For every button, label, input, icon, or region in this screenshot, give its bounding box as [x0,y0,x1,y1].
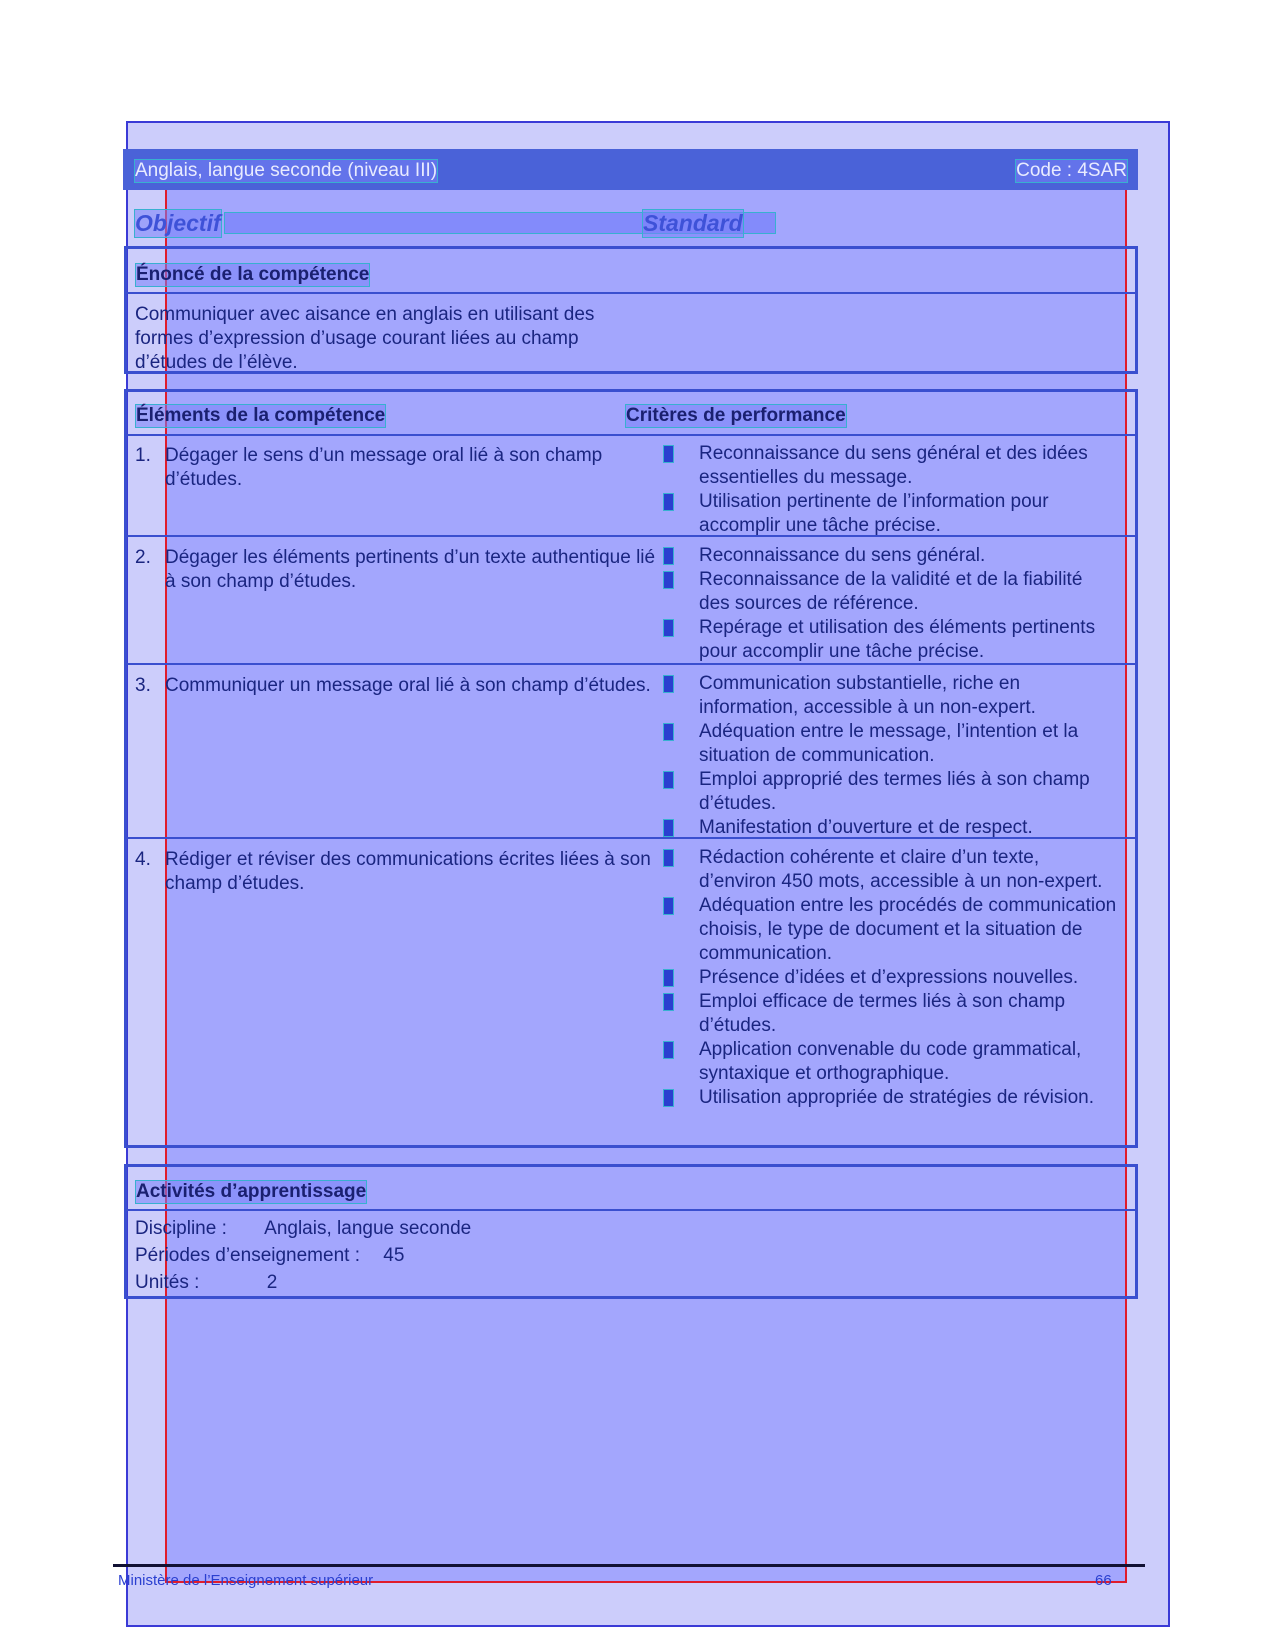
bullet-icon [663,771,674,789]
bullet-icon [663,619,674,637]
bullet-icon [663,969,674,987]
periodes-value: 45 [383,1245,405,1266]
element-text: Dégager le sens d’un message oral lié à son champ d’études. [165,445,603,490]
criteria-list-2 [663,544,1118,664]
enonce-box [124,246,1138,374]
objectif-heading: Objectif [135,210,221,236]
criterion-item: Emploi approprié des termes liés à son champ d’études. [663,768,1118,816]
discipline-label: Discipline : [135,1218,227,1239]
footer-rule [113,1564,1145,1567]
criterion-item: Présence d’idées et d’expressions nouvelles. [663,966,1118,990]
bullet-icon [663,445,674,463]
criteria-list-3 [663,672,1118,840]
element-text: Dégager les éléments pertinents d’un texte authentique lié à son champ d’études. [165,547,656,592]
element-number: 3. [135,675,151,696]
bullet-icon [663,493,674,511]
unites-line [135,1272,277,1294]
bullet-icon [663,675,674,693]
row-separator [127,535,1135,537]
criterion-item: Adéquation entre les procédés de communication choisis, le type de document et la situation de communication. [663,894,1118,966]
bullet-icon [663,897,674,915]
activites-box [124,1164,1138,1299]
discipline-line [135,1218,471,1240]
criterion-item: Communication substantielle, riche en information, accessible à un non-expert. [663,672,1118,720]
element-number: 2. [135,547,151,568]
objective-standard-heading [134,209,1134,237]
element-text: Communiquer un message oral lié à son champ d’études. [165,675,651,696]
bullet-icon [663,547,674,565]
bullet-icon [663,1089,674,1107]
enonce-text: Communiquer avec aisance en anglais en utilisant des formes d’expression d’usage courant liées au champ d’études de l’élève. [135,304,595,373]
criterion-item: Reconnaissance de la validité et de la fiabilité des sources de référence. [663,568,1118,616]
criterion-item: Reconnaissance du sens général et des idées essentielles du message. [663,442,1118,490]
row-separator [127,663,1135,665]
periodes-label: Périodes d’enseignement : [135,1245,360,1266]
enonce-title: Énoncé de la compétence [136,264,370,285]
criterion-item: Rédaction cohérente et claire d’un texte, d’environ 450 mots, accessible à un non-expert. [663,846,1118,894]
row-separator [127,837,1135,839]
criteria-list-4 [663,846,1118,1110]
unites-value: 2 [266,1272,278,1293]
bullet-icon [663,1041,674,1059]
bullet-icon [663,571,674,589]
element-number: 1. [135,445,151,466]
criterion-item: Reconnaissance du sens général. [663,544,1118,568]
elements-criteria-box [124,389,1138,1148]
criterion-item: Repérage et utilisation des éléments pertinents pour accomplir une tâche précise. [663,616,1118,664]
footer-ministry: Ministère de l’Enseignement supérieur [118,1572,374,1589]
bullet-icon [663,993,674,1011]
criterion-item: Emploi efficace de termes liés à son champ d’études. [663,990,1118,1038]
unites-label: Unités : [135,1272,200,1293]
criterion-item: Utilisation pertinente de l’information pour accomplir une tâche précise. [663,490,1118,538]
enonce-separator [127,292,1135,294]
criteria-column-title: Critères de performance [626,405,846,426]
element-text: Rédiger et réviser des communications écrites liées à son champ d’études. [165,849,651,894]
activites-separator [127,1209,1135,1211]
discipline-value: Anglais, langue seconde [264,1218,472,1239]
criterion-item: Application convenable du code grammatical, syntaxique et orthographique. [663,1038,1118,1086]
standard-heading: Standard [643,210,743,236]
bullet-icon [663,723,674,741]
criterion-item: Manifestation d’ouverture et de respect. [663,816,1118,840]
course-code: Code : 4SAR [1016,160,1127,181]
periodes-line [135,1245,404,1267]
table-header-separator [127,434,1135,436]
criterion-item: Adéquation entre le message, l’intention et la situation de communication. [663,720,1118,768]
criterion-item: Utilisation appropriée de stratégies de révision. [663,1086,1118,1110]
elements-column-title: Éléments de la compétence [136,405,386,426]
course-title: Anglais, langue seconde (niveau III) [135,160,438,181]
page-number: 66 [1095,1572,1112,1589]
bullet-icon [663,819,674,837]
bullet-icon [663,849,674,867]
activites-title: Activités d’apprentissage [136,1181,367,1202]
criteria-list-1 [663,442,1118,538]
element-number: 4. [135,849,151,870]
